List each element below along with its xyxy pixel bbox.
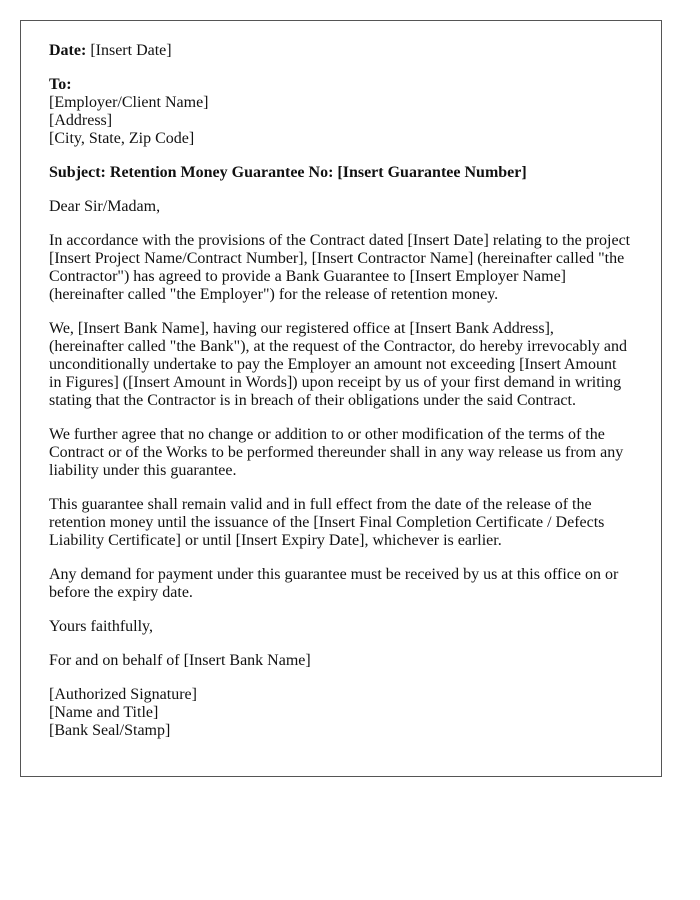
- date-value: [Insert Date]: [90, 42, 172, 59]
- date-label: Date:: [49, 42, 87, 59]
- letter-document: [20, 20, 662, 777]
- body-paragraph-2: We, [Insert Bank Name], having our registered office at [Insert Bank Address], (hereinafter called "the Bank"), at the request of the Contractor, do hereby irrevocably and unconditionally undertake to pay the Employer an amount not exceeding [Insert Amount in Figures] ([Insert Amount in Words]) upon receipt by us of your first demand in writing stating that the Contractor is in breach of their obligations under the said Contract.: [49, 320, 627, 409]
- name-and-title: [Name and Title]: [49, 704, 159, 721]
- authorized-signature: [Authorized Signature]: [49, 686, 197, 703]
- recipient-block: [49, 76, 632, 148]
- date-line: [49, 42, 632, 60]
- recipient-label: To:: [49, 76, 72, 93]
- subject-line: [49, 164, 632, 182]
- recipient-city: [City, State, Zip Code]: [49, 130, 195, 147]
- bank-seal: [Bank Seal/Stamp]: [49, 722, 171, 739]
- salutation: Dear Sir/Madam,: [49, 198, 161, 215]
- closing: Yours faithfully,: [49, 618, 154, 635]
- subject-text: Subject: Retention Money Guarantee No: [Insert Guarantee Number]: [49, 164, 527, 181]
- signature-block: [49, 686, 632, 740]
- body-paragraph-4: This guarantee shall remain valid and in full effect from the date of the release of the retention money until the issuance of the [Insert Final Completion Certificate / Defects Liability Certificate] or until [Insert Expiry Date], whichever is earlier.: [49, 496, 605, 549]
- on-behalf-line: For and on behalf of [Insert Bank Name]: [49, 652, 311, 669]
- recipient-address: [Address]: [49, 112, 113, 129]
- body-paragraph-5: Any demand for payment under this guarantee must be received by us at this office on or before the expiry date.: [49, 566, 619, 601]
- recipient-name: [Employer/Client Name]: [49, 94, 209, 111]
- body-paragraph-3: We further agree that no change or addition to or other modification of the terms of the Contract or of the Works to be performed thereunder shall in any way release us from any liability under this guarantee.: [49, 426, 624, 479]
- body-paragraph-1: In accordance with the provisions of the Contract dated [Insert Date] relating to the project [Insert Project Name/Contract Number], [Insert Contractor Name] (hereinafter called "the Contractor") has agreed to provide a Bank Guarantee to [Insert Employer Name] (hereinafter called "the Employer") for the release of retention money.: [49, 232, 631, 303]
